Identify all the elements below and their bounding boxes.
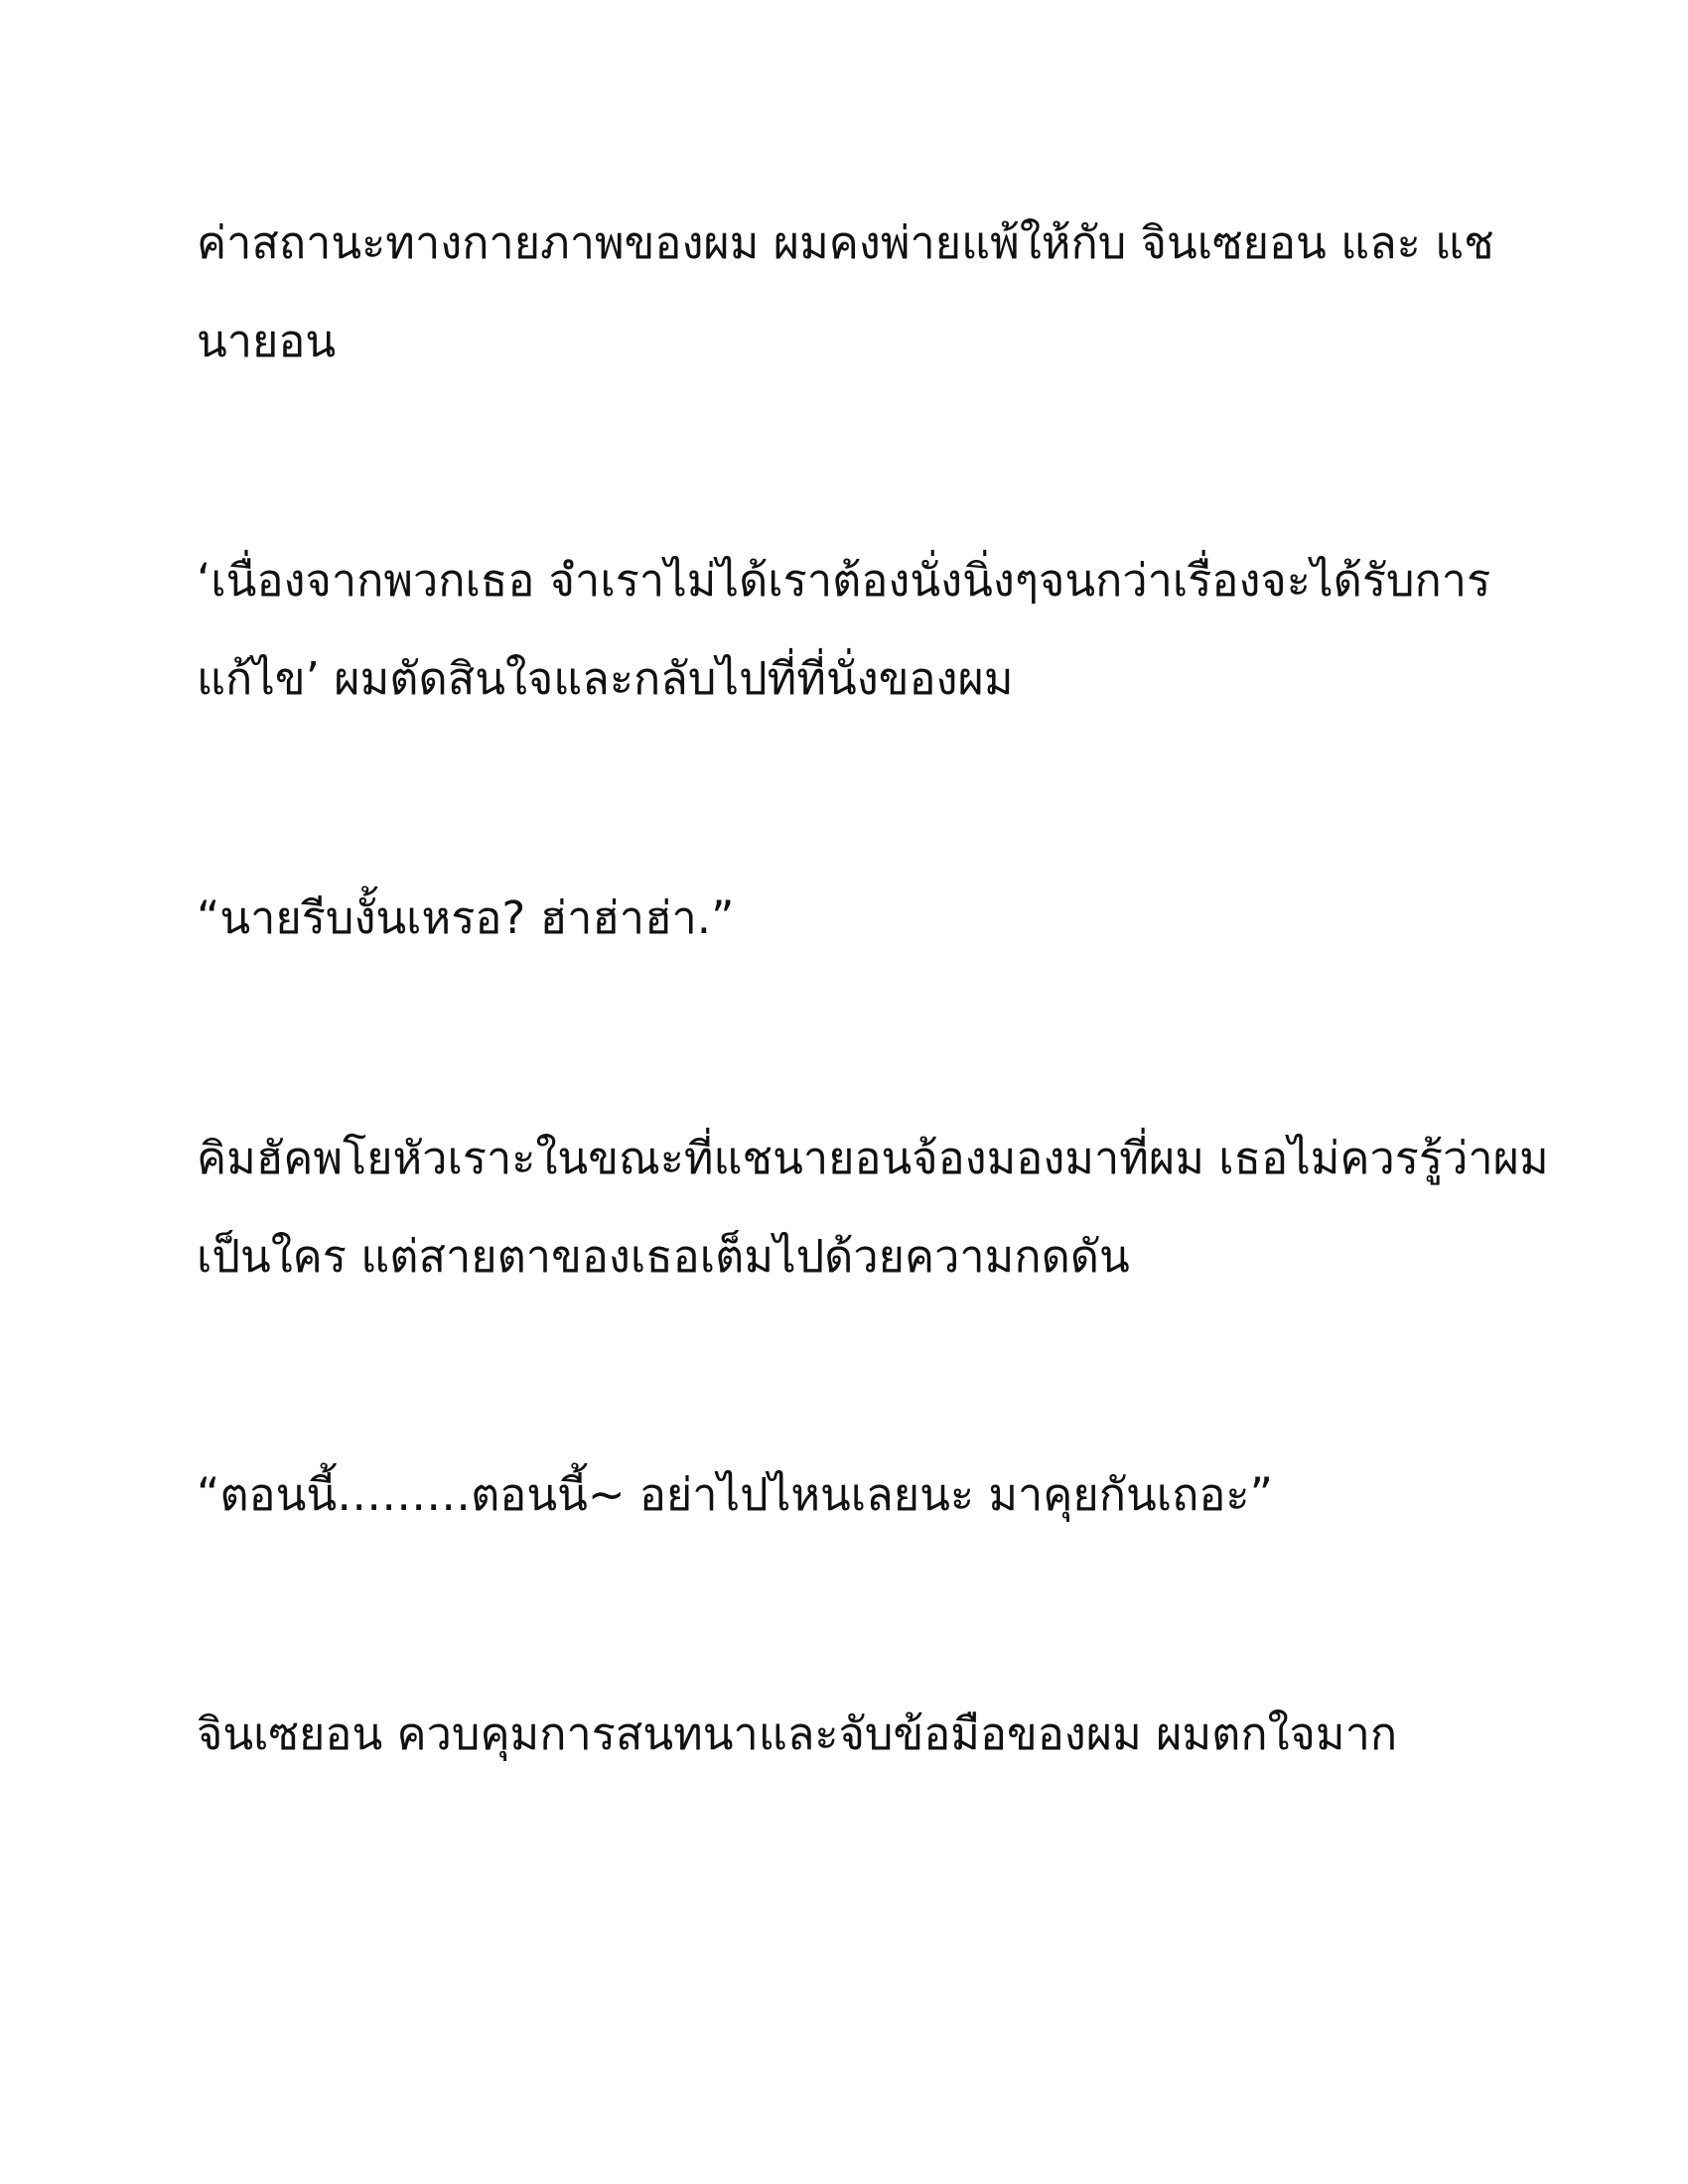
paragraph-line: ค่าสถานะทางกายภาพของผม ผมคงพ่ายแพ้ให้กับ จินเซยอน และ แช bbox=[197, 216, 1494, 269]
paragraph-narration-stare bbox=[197, 1109, 1549, 1305]
paragraph-line: เป็นใคร แต่สายตาของเธอเต็มไปด้วยความกดดัน bbox=[197, 1230, 1130, 1283]
paragraph-line: ‘เนื่องจากพวกเธอ จำเราไม่ได้เราต้องนั่งนิ่งๆจนกว่าเรื่องจะได้รับการ bbox=[197, 554, 1491, 607]
paragraph-narration-wrist bbox=[197, 1685, 1507, 1783]
paragraph-line: “ตอนนี้………ตอนนี้~ อย่าไปไหนเลยนะ มาคุยกันเถอะ” bbox=[197, 1468, 1273, 1521]
paragraph-line: คิมฮัคพโยหัวเราะในขณะที่แชนายอนจ้องมองมาที่ผม เธอไม่ควรรู้ว่าผม bbox=[197, 1132, 1549, 1184]
paragraph-line: แก้ไข’ ผมตัดสินใจและกลับไปที่ที่นั่งของผม bbox=[197, 652, 1014, 705]
paragraph-inner-thought bbox=[197, 531, 1507, 728]
paragraph-line: จินเซยอน ควบคุมการสนทนาและจับข้อมือของผม ผมตกใจมาก bbox=[197, 1707, 1398, 1760]
paragraph-status-defeat bbox=[197, 194, 1507, 390]
paragraph-dialogue-hurry bbox=[197, 869, 1507, 967]
paragraph-dialogue-stay bbox=[197, 1445, 1507, 1544]
paragraph-line: นายอน bbox=[197, 315, 337, 367]
paragraph-line: “นายรีบงั้นเหรอ? ฮ่าฮ่าฮ่า.” bbox=[197, 891, 735, 944]
